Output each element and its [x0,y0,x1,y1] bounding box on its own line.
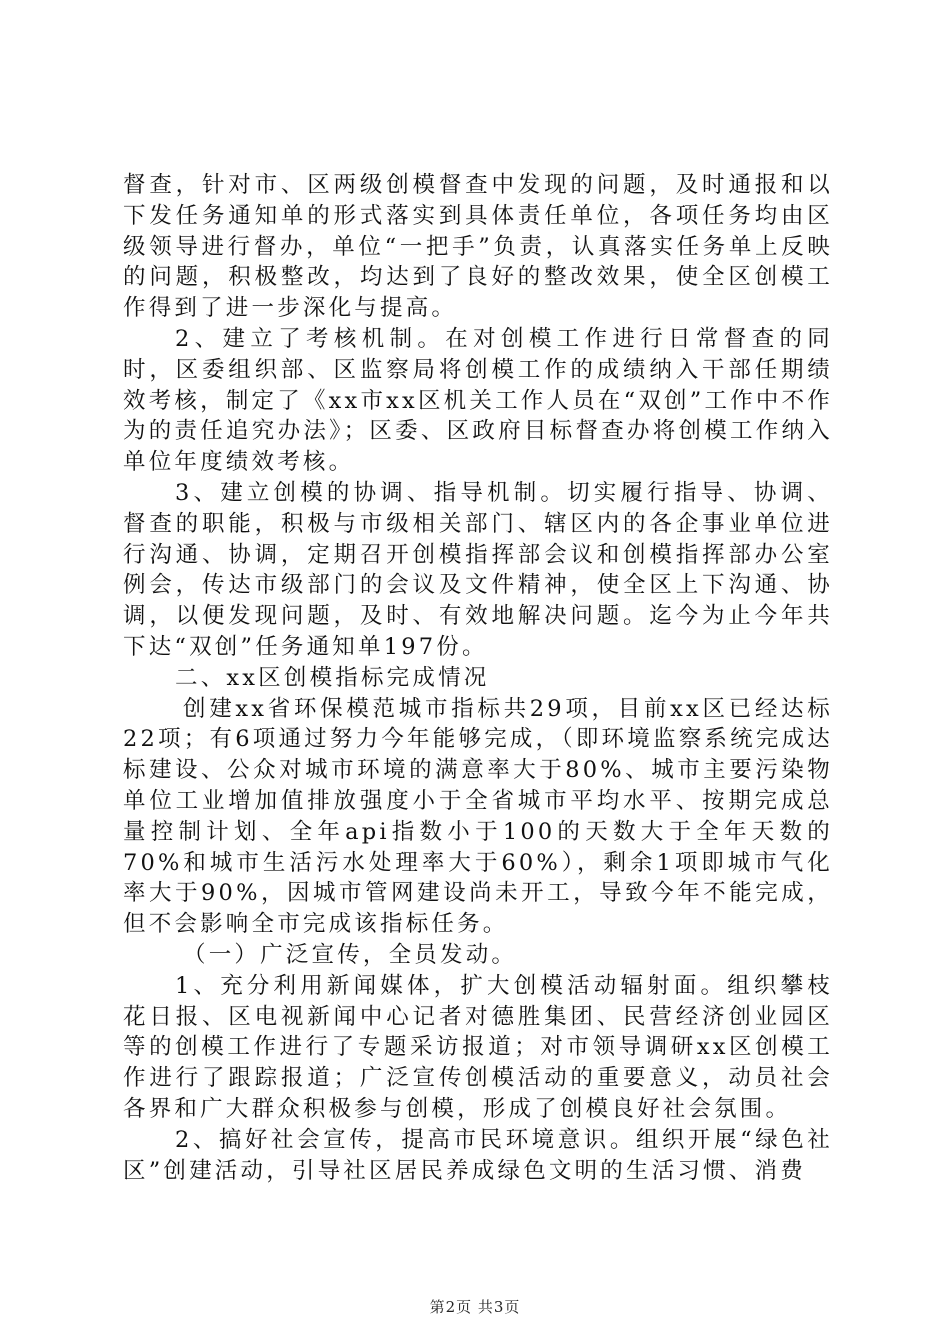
subheading-publicity: （一）广泛宣传，全员发动。 [183,941,518,968]
paragraph-social-publicity: 2、搞好社会宣传，提高市民环境意识。组织开展“绿色社区”创建活动，引导社区居民养成绿色文明的生活习惯、消费 [123,1126,833,1184]
paragraph-news-media: 1、充分利用新闻媒体，扩大创模活动辐射面。组织攀枝花日报、区电视新闻中心记者对德胜集团、民营经济创业园区等的创模工作进行了专题采访报道；对市领导调研xx区创模工作进行了跟踪报道；广泛宣传创模活动的重要意义，动员社会各界和广大群众积极参与创模，形成了创模良好社会氛围。 [123,972,833,1122]
page-number-footer: 第2页 共3页 [429,1298,521,1316]
document-body [123,170,833,1186]
paragraph-coordination-mechanism: 3、建立创模的协调、指导机制。切实履行指导、协调、督查的职能，积极与市级相关部门、辖区内的各企事业单位进行沟通、协调，定期召开创模指挥部会议和创模指挥部办公室例会，传达市级部门的会议及文件精神，使全区上下沟通、协调，以便发现问题，及时、有效地解决问题。迄今为止今年共下达“双创”任务通知单197份。 [123,479,833,660]
paragraph-indicator-status: 创建xx省环保模范城市指标共29项，目前xx区已经达标22项；有6项通过努力今年能够完成，（即环境监察系统完成达标建设、公众对城市环境的满意率大于80%、城市主要污染物单位工业增加值排放强度小于全省城市平均水平、按期完成总量控制计划、全年api指数小于100的天数大于全年天数的70%和城市生活污水处理率大于60%），剩余1项即城市气化率大于90%，因城市管网建设尚未开工，导致今年不能完成，但不会影响全市完成该指标任务。 [123,695,833,938]
paragraph-assessment-mechanism: 2、建立了考核机制。在对创模工作进行日常督查的同时，区委组织部、区监察局将创模工作的成绩纳入干部任期绩效考核，制定了《xx市xx区机关工作人员在“双创”工作中不作为的责任追究办法》；区委、区政府目标督查办将创模工作纳入单位年度绩效考核。 [123,325,833,476]
paragraph-continuation: 督查，针对市、区两级创模督查中发现的问题，及时通报和以下发任务通知单的形式落实到具体责任单位，各项任务均由区级领导进行督办，单位“一把手”负责，认真落实任务单上反映的问题，积极整改，均达到了良好的整改效果，使全区创模工作得到了进一步深化与提高。 [123,172,833,322]
section-heading-indicators: 二、xx区创模指标完成情况 [175,664,490,691]
